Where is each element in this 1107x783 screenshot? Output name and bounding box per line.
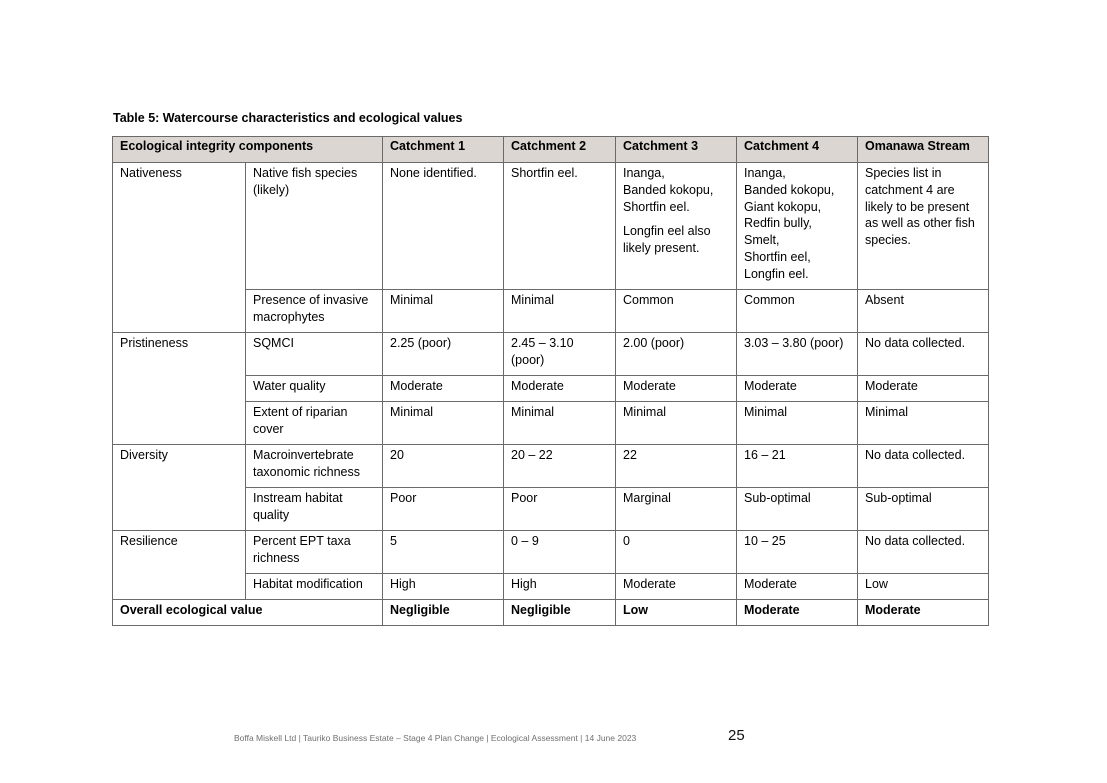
cell-fish-catchment-3-note: Longfin eel also likely present.: [623, 224, 711, 256]
cell-habitat-omanawa: Sub-optimal: [858, 488, 989, 531]
cell-fish-catchment-2: Shortfin eel.: [504, 163, 616, 290]
cell-sqmci-catchment-4: 3.03 – 3.80 (poor): [737, 333, 858, 376]
row-label-riparian-cover: Extent of riparian cover: [246, 402, 383, 445]
overall-catchment-3: Low: [616, 600, 737, 626]
row-label-water-quality: Water quality: [246, 376, 383, 402]
table-row: [113, 333, 989, 376]
page-footer: Boffa Miskell Ltd | Tauriko Business Estate – Stage 4 Plan Change | Ecological Assessment | 14 June 2023: [234, 733, 637, 743]
cell-water-catchment-1: Moderate: [383, 376, 504, 402]
page-number: 25: [728, 727, 745, 744]
cell-riparian-catchment-3: Minimal: [616, 402, 737, 445]
overall-catchment-2: Negligible: [504, 600, 616, 626]
cell-macroinvert-catchment-3: 22: [616, 445, 737, 488]
cell-macroinvert-omanawa: No data collected.: [858, 445, 989, 488]
cell-fish-catchment-1: None identified.: [383, 163, 504, 290]
cell-sqmci-catchment-2: 2.45 – 3.10 (poor): [504, 333, 616, 376]
row-label-instream-habitat: Instream habitat quality: [246, 488, 383, 531]
cell-fish-catchment-3: [616, 163, 737, 290]
table-header-row: [113, 137, 989, 163]
overall-value-label: Overall ecological value: [113, 600, 383, 626]
cell-modification-catchment-1: High: [383, 574, 504, 600]
overall-catchment-1: Negligible: [383, 600, 504, 626]
cell-water-catchment-4: Moderate: [737, 376, 858, 402]
header-catchment-1: Catchment 1: [383, 137, 504, 163]
cell-sqmci-catchment-1: 2.25 (poor): [383, 333, 504, 376]
cell-macroinvert-catchment-2: 20 – 22: [504, 445, 616, 488]
cell-macrophytes-omanawa: Absent: [858, 290, 989, 333]
overall-catchment-4: Moderate: [737, 600, 858, 626]
header-catchment-3: Catchment 3: [616, 137, 737, 163]
cell-riparian-catchment-4: Minimal: [737, 402, 858, 445]
row-label-invasive-macrophytes: Presence of invasive macrophytes: [246, 290, 383, 333]
cell-macroinvert-catchment-1: 20: [383, 445, 504, 488]
cell-ept-catchment-1: 5: [383, 531, 504, 574]
cell-macrophytes-catchment-2: Minimal: [504, 290, 616, 333]
table-row: [113, 163, 989, 290]
cell-modification-omanawa: Low: [858, 574, 989, 600]
cell-habitat-catchment-1: Poor: [383, 488, 504, 531]
cell-modification-catchment-4: Moderate: [737, 574, 858, 600]
cell-sqmci-omanawa: No data collected.: [858, 333, 989, 376]
row-label-native-fish: Native fish species (likely): [246, 163, 383, 290]
header-catchment-2: Catchment 2: [504, 137, 616, 163]
cell-sqmci-catchment-3: 2.00 (poor): [616, 333, 737, 376]
cell-fish-omanawa: Species list in catchment 4 are likely to be present as well as other fish species.: [858, 163, 989, 290]
cell-macrophytes-catchment-4: Common: [737, 290, 858, 333]
header-omanawa-stream: Omanawa Stream: [858, 137, 989, 163]
group-nativeness: Nativeness: [113, 163, 246, 333]
cell-ept-omanawa: No data collected.: [858, 531, 989, 574]
cell-fish-catchment-4: Inanga, Banded kokopu, Giant kokopu, Redfin bully, Smelt, Shortfin eel, Longfin eel.: [737, 163, 858, 290]
row-label-sqmci: SQMCI: [246, 333, 383, 376]
row-label-ept-richness: Percent EPT taxa richness: [246, 531, 383, 574]
cell-modification-catchment-3: Moderate: [616, 574, 737, 600]
group-pristineness: Pristineness: [113, 333, 246, 445]
cell-water-omanawa: Moderate: [858, 376, 989, 402]
cell-riparian-catchment-2: Minimal: [504, 402, 616, 445]
cell-habitat-catchment-4: Sub-optimal: [737, 488, 858, 531]
group-diversity: Diversity: [113, 445, 246, 531]
row-label-macroinvertebrate: Macroinvertebrate taxonomic richness: [246, 445, 383, 488]
header-catchment-4: Catchment 4: [737, 137, 858, 163]
header-components: Ecological integrity components: [113, 137, 383, 163]
overall-omanawa: Moderate: [858, 600, 989, 626]
cell-macrophytes-catchment-3: Common: [616, 290, 737, 333]
overall-value-row: [113, 600, 989, 626]
table-row: [113, 445, 989, 488]
cell-riparian-catchment-1: Minimal: [383, 402, 504, 445]
cell-macroinvert-catchment-4: 16 – 21: [737, 445, 858, 488]
cell-water-catchment-2: Moderate: [504, 376, 616, 402]
table-row: [113, 531, 989, 574]
cell-habitat-catchment-3: Marginal: [616, 488, 737, 531]
cell-fish-catchment-3-species: Inanga, Banded kokopu, Shortfin eel.: [623, 166, 714, 214]
cell-riparian-omanawa: Minimal: [858, 402, 989, 445]
cell-ept-catchment-2: 0 – 9: [504, 531, 616, 574]
row-label-habitat-modification: Habitat modification: [246, 574, 383, 600]
cell-habitat-catchment-2: Poor: [504, 488, 616, 531]
cell-macrophytes-catchment-1: Minimal: [383, 290, 504, 333]
cell-ept-catchment-3: 0: [616, 531, 737, 574]
cell-ept-catchment-4: 10 – 25: [737, 531, 858, 574]
group-resilience: Resilience: [113, 531, 246, 600]
cell-water-catchment-3: Moderate: [616, 376, 737, 402]
table-caption: Table 5: Watercourse characteristics and ecological values: [113, 111, 463, 125]
cell-modification-catchment-2: High: [504, 574, 616, 600]
watercourse-values-table: [112, 136, 989, 626]
